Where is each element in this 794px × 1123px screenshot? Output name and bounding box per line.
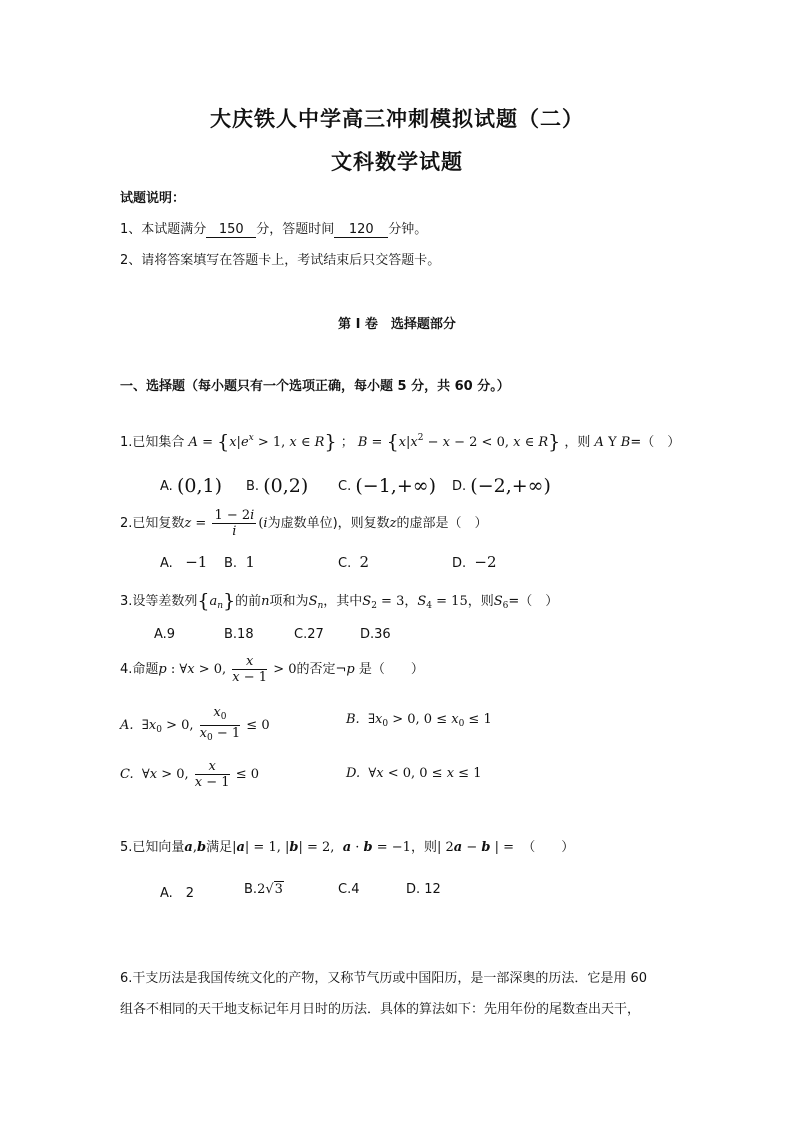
q3-middle-1: 的前 (235, 594, 262, 609)
q4-middle: 的否定 (296, 662, 336, 677)
q2-option-c-label: C. (338, 556, 352, 571)
q1-set-a: $A = \{x|e^x > 1$, x ∈ R} (188, 431, 337, 453)
q1-intersection-b: B (620, 435, 631, 450)
q5-then: ，则 (410, 840, 437, 855)
q2-option-a-label: A. (160, 556, 173, 571)
q4-option-c-value: ∀x > 0, $\frac{x}{x - 1}$ ≤ 0 (141, 759, 260, 790)
q2-variable: z (389, 516, 397, 531)
q5-conditions: |a| = 1, |b| = 2, a · b = −1 (232, 840, 411, 855)
q3-n: n (261, 594, 270, 609)
q1-option-d (452, 475, 551, 497)
q3-s4: $S_4 = 15$ (417, 594, 468, 611)
part-one-heading: 第 I 卷 选择题部分 (338, 317, 456, 332)
question-1 (120, 431, 680, 453)
instruction-1-prefix: 1、本试题满分 (120, 222, 207, 237)
q1-option-a-label: A. (160, 479, 173, 494)
question-2 (120, 508, 488, 539)
q2-option-b (224, 553, 255, 571)
q1-prefix: 1.已知集合 (120, 435, 185, 450)
q1-end: =（ ） (630, 435, 681, 450)
q5-option-b-label: B. (244, 882, 258, 897)
q3-sequence: $\{a_n\}$ (197, 590, 236, 612)
q4-option-a-value: $\exists x_0 > 0$, $\frac{x_0}{x_0 - 1}$ ≤ 0 (142, 718, 270, 733)
q3-option-c: C.27 (294, 627, 324, 642)
q2-option-c (338, 553, 369, 571)
q5-expression: | 2a − b | = (436, 840, 515, 855)
q4-option-d (346, 766, 481, 781)
section-one-heading: 一、选择题（每小题只有一个选项正确，每小题 5 分，共 60 分。） (120, 379, 510, 394)
q5-option-c: C.4 (338, 882, 360, 897)
q2-option-a (160, 553, 207, 571)
time-value: 120 (334, 223, 388, 238)
q2-option-d-value: −2 (474, 553, 497, 571)
q1-then: ，则 (564, 435, 591, 450)
q4-suffix: 是（ ） (358, 662, 424, 677)
q1-intersection: A (594, 435, 604, 450)
q2-option-a-value: −1 (185, 553, 208, 571)
q1-separator: ； (340, 435, 354, 450)
q4-fraction: $\frac{x}{x - 1}$ (232, 654, 268, 685)
q5-prefix: 5.已知向量 (120, 840, 185, 855)
q4-negation: ¬p (335, 662, 355, 677)
q5-option-a: A. 2 (160, 886, 195, 901)
q4-option-b (346, 712, 492, 729)
instruction-line-2: 2、请将答案填写在答题卡上，考试结束后只交答题卡。 (120, 253, 441, 268)
q1-option-b (246, 475, 308, 497)
q4-option-d-value: ∀x < 0, 0 ≤ x ≤ 1 (368, 766, 482, 781)
question-6-line-2: 组各不相同的天干地支标记年月日时的历法．具体的算法如下：先用年份的尾数查出天干， (120, 1002, 641, 1017)
q2-option-b-label: B. (224, 556, 238, 571)
q4-option-c-label: C. (120, 767, 134, 782)
q3-middle-4: ， (404, 594, 418, 609)
instruction-1-middle: 分，答题时间 (256, 222, 335, 237)
q4-option-a (120, 705, 270, 746)
q3-then: ，则 (467, 594, 494, 609)
q2-option-d-label: D. (452, 556, 467, 571)
q5-end: （ ） (522, 840, 575, 855)
q5-vector-b: b (196, 840, 207, 855)
q3-option-d: D.36 (360, 627, 391, 642)
q2-option-d (452, 553, 497, 571)
q3-prefix: 3.设等差数列 (120, 594, 198, 609)
q5-option-d: D. 12 (406, 882, 441, 897)
q2-suffix: 的虚部是（ ） (396, 516, 488, 531)
q2-fraction: $\frac{1 - 2i}{i}$ (214, 508, 255, 539)
q1-option-a (160, 475, 222, 497)
q4-proposition: p : ∀x > 0, $\frac{x}{x - 1}$ > 0 (158, 654, 297, 685)
q2-formula: z = $\frac{1 - 2i}{i}$ (i (184, 508, 268, 539)
q1-option-d-value: (−2,+∞) (470, 475, 551, 497)
q2-prefix: 2.已知复数 (120, 516, 185, 531)
q4-option-d-label: D. (346, 766, 361, 781)
q4-option-b-label: B. (346, 712, 360, 727)
q1-option-b-value: (0,2) (263, 475, 309, 497)
q1-intersection-op: Y (603, 435, 621, 450)
q2-middle: 为虚数单位)，则复数 (267, 516, 390, 531)
q5-comma: , (192, 840, 197, 855)
question-5 (120, 836, 574, 855)
instruction-1-suffix: 分钟。 (388, 222, 428, 237)
instruction-line-1 (120, 218, 427, 238)
q3-option-a: A.9 (154, 627, 176, 642)
exam-subtitle: 文科数学试题 (331, 150, 463, 174)
q4-option-a-label: A. (120, 718, 134, 733)
q4-prefix: 4.命题 (120, 662, 159, 677)
question-4 (120, 654, 424, 685)
instructions-heading: 试题说明： (120, 191, 186, 206)
question-6-line-1: 6.干支历法是我国传统文化的产物，又称节气历或中国阳历，是一部深奥的历法．它是用 60 (120, 971, 648, 986)
q4-option-b-value: $\exists x_0 > 0$, $0 \le x_0 \le 1$ (367, 712, 492, 729)
full-score-value: 150 (206, 223, 256, 238)
q5-option-b-value: 2√3 (257, 882, 283, 897)
question-3 (120, 590, 558, 612)
q3-end: =（ ） (508, 594, 559, 609)
q2-option-b-value: 1 (245, 553, 255, 571)
q1-option-c (338, 475, 436, 497)
q4-option-c (120, 759, 259, 790)
q1-set-b: $B = \{x|x^2 - x - 2 < 0$, x ∈ R} (357, 431, 561, 453)
q1-option-b-label: B. (246, 479, 260, 494)
exam-title: 大庆铁人中学高三冲刺模拟试题（二） (210, 107, 584, 131)
q3-middle-3: ，其中 (323, 594, 363, 609)
q1-option-d-label: D. (452, 479, 467, 494)
q1-option-a-value: (0,1) (176, 475, 222, 497)
q5-vectors: a (184, 840, 193, 855)
q3-sn: $S_n$ (308, 594, 324, 611)
q4-option-c-fraction: $\frac{x}{x - 1}$ (194, 759, 230, 790)
q1-option-c-label: C. (338, 479, 352, 494)
q3-s2: $S_2 = 3$ (362, 594, 405, 611)
q4-option-a-fraction: $\frac{x_0}{x_0 - 1}$ (199, 705, 241, 743)
q3-middle-2: 项和为 (269, 594, 309, 609)
q5-middle: 满足 (206, 840, 233, 855)
q2-option-c-value: 2 (359, 553, 370, 571)
q3-s6: $S_6$ (493, 594, 509, 611)
q3-option-b: B.18 (224, 627, 254, 642)
q1-option-c-value: (−1,+∞) (355, 475, 436, 497)
q5-option-b (244, 882, 284, 897)
